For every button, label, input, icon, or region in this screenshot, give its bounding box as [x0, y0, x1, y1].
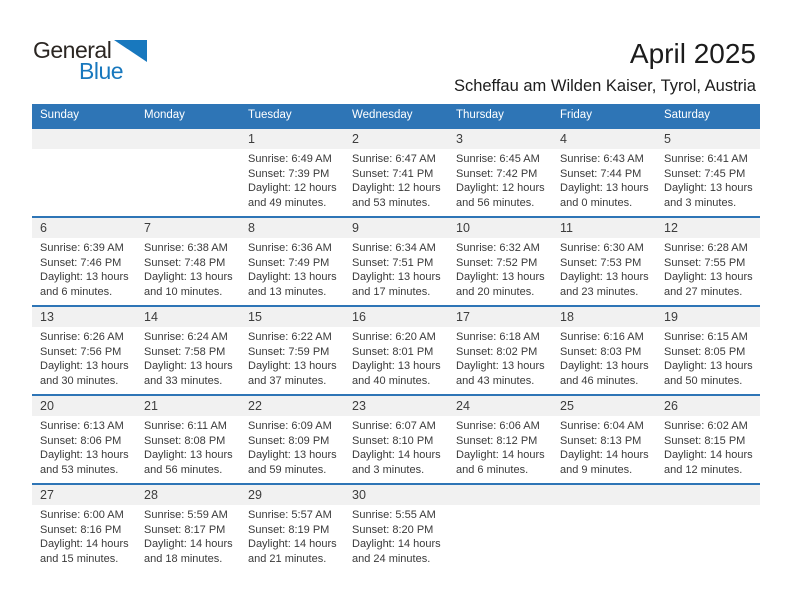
- sunrise-text: Sunrise: 6:36 AM: [248, 242, 332, 254]
- day-details-cell: [448, 238, 552, 299]
- day-details-cell: [32, 416, 136, 477]
- daylight-text: Daylight: 12 hours and 53 minutes.: [352, 182, 441, 209]
- day-details-cell: [552, 416, 656, 477]
- sunset-text: Sunset: 7:44 PM: [560, 167, 642, 180]
- logo-text-general: General: [33, 37, 112, 63]
- daylight-text: Daylight: 13 hours and 56 minutes.: [144, 449, 233, 476]
- sunrise-text: Sunrise: 6:45 AM: [456, 153, 540, 165]
- sunset-text: Sunset: 7:45 PM: [664, 167, 746, 180]
- weekday-header-thursday: Thursday: [456, 109, 504, 121]
- sunrise-text: Sunrise: 6:49 AM: [248, 153, 332, 165]
- sunset-text: Sunset: 7:51 PM: [352, 256, 434, 269]
- day-details-cell: [448, 505, 552, 566]
- daylight-text: Daylight: 13 hours and 0 minutes.: [560, 182, 649, 209]
- sunrise-text: Sunrise: 6:00 AM: [40, 509, 124, 521]
- sunset-text: Sunset: 8:06 PM: [40, 434, 122, 447]
- day-number-cell: 18: [560, 310, 574, 324]
- sunset-text: Sunset: 8:02 PM: [456, 345, 538, 358]
- day-number-cell: 2: [352, 132, 359, 146]
- day-details-cell: [552, 238, 656, 299]
- sunrise-text: Sunrise: 6:47 AM: [352, 153, 436, 165]
- day-details-band: [32, 327, 760, 388]
- sunset-text: Sunset: 8:20 PM: [352, 523, 434, 536]
- sunrise-text: Sunrise: 6:26 AM: [40, 331, 124, 343]
- day-details-cell: [136, 149, 240, 210]
- sunrise-text: Sunrise: 6:20 AM: [352, 331, 436, 343]
- daylight-text: Daylight: 13 hours and 23 minutes.: [560, 271, 649, 298]
- sunset-text: Sunset: 8:10 PM: [352, 434, 434, 447]
- day-number-cell: [656, 485, 760, 505]
- day-details-cell: [344, 327, 448, 388]
- sunset-text: Sunset: 7:46 PM: [40, 256, 122, 269]
- day-number-cell: 14: [144, 310, 158, 324]
- sunrise-text: Sunrise: 6:24 AM: [144, 331, 228, 343]
- sunrise-text: Sunrise: 6:32 AM: [456, 242, 540, 254]
- day-number-cell: [552, 485, 656, 505]
- day-details-cell: [656, 416, 760, 477]
- day-details-cell: [32, 327, 136, 388]
- day-number-cell: 7: [144, 221, 151, 235]
- day-number-cell: 15: [248, 310, 262, 324]
- day-details-cell: [240, 238, 344, 299]
- sunrise-text: Sunrise: 6:13 AM: [40, 420, 124, 432]
- sunrise-text: Sunrise: 6:02 AM: [664, 420, 748, 432]
- day-details-cell: [448, 149, 552, 210]
- day-number-cell: 30: [352, 488, 366, 502]
- day-number-cell: 28: [144, 488, 158, 502]
- logo-text-blue: Blue: [79, 58, 124, 84]
- day-details-cell: [32, 149, 136, 210]
- day-details-cell: [656, 238, 760, 299]
- page-title: April 2025: [629, 38, 756, 69]
- daylight-text: Daylight: 13 hours and 20 minutes.: [456, 271, 545, 298]
- day-details-cell: [656, 327, 760, 388]
- calendar-weeks: [32, 127, 760, 572]
- sunset-text: Sunset: 7:58 PM: [144, 345, 226, 358]
- sunrise-text: Sunrise: 6:34 AM: [352, 242, 436, 254]
- day-number-cell: 13: [40, 310, 54, 324]
- sunset-text: Sunset: 8:16 PM: [40, 523, 122, 536]
- day-details-cell: [552, 505, 656, 566]
- day-number-cell: 9: [352, 221, 359, 235]
- sunset-text: Sunset: 7:42 PM: [456, 167, 538, 180]
- day-details-cell: [344, 505, 448, 566]
- sunset-text: Sunset: 7:56 PM: [40, 345, 122, 358]
- sunrise-text: Sunrise: 5:59 AM: [144, 509, 228, 521]
- sunset-text: Sunset: 8:09 PM: [248, 434, 330, 447]
- daylight-text: Daylight: 14 hours and 18 minutes.: [144, 538, 233, 565]
- daylight-text: Daylight: 14 hours and 6 minutes.: [456, 449, 545, 476]
- sunset-text: Sunset: 7:59 PM: [248, 345, 330, 358]
- weekday-header-saturday: Saturday: [664, 109, 711, 121]
- day-details-cell: [448, 416, 552, 477]
- day-details-cell: [136, 238, 240, 299]
- daylight-text: Daylight: 13 hours and 33 minutes.: [144, 360, 233, 387]
- day-number-cell: [136, 129, 240, 149]
- sunset-text: Sunset: 8:08 PM: [144, 434, 226, 447]
- day-details-cell: [552, 149, 656, 210]
- day-details-cell: [240, 505, 344, 566]
- day-details-band: [32, 416, 760, 477]
- daylight-text: Daylight: 13 hours and 3 minutes.: [664, 182, 753, 209]
- day-number-cell: 17: [456, 310, 470, 324]
- sunset-text: Sunset: 8:15 PM: [664, 434, 746, 447]
- sunset-text: Sunset: 7:41 PM: [352, 167, 434, 180]
- day-number-cell: [448, 485, 552, 505]
- sunrise-text: Sunrise: 6:04 AM: [560, 420, 644, 432]
- daylight-text: Daylight: 13 hours and 50 minutes.: [664, 360, 753, 387]
- day-number-band: [32, 218, 760, 238]
- sunrise-text: Sunrise: 6:11 AM: [144, 420, 227, 432]
- day-number-cell: 8: [248, 221, 255, 235]
- sunset-text: Sunset: 7:48 PM: [144, 256, 226, 269]
- day-number-band: [32, 307, 760, 327]
- day-details-band: [32, 505, 760, 566]
- daylight-text: Daylight: 13 hours and 17 minutes.: [352, 271, 441, 298]
- daylight-text: Daylight: 13 hours and 59 minutes.: [248, 449, 337, 476]
- calendar-week-row: [32, 394, 760, 483]
- day-number-cell: 27: [40, 488, 54, 502]
- day-details-cell: [448, 327, 552, 388]
- sunset-text: Sunset: 7:55 PM: [664, 256, 746, 269]
- day-details-band: [32, 149, 760, 210]
- day-details-cell: [552, 327, 656, 388]
- day-number-cell: 6: [40, 221, 47, 235]
- sunset-text: Sunset: 8:12 PM: [456, 434, 538, 447]
- calendar-grid: [32, 104, 760, 572]
- day-details-cell: [240, 327, 344, 388]
- daylight-text: Daylight: 14 hours and 15 minutes.: [40, 538, 129, 565]
- sunrise-text: Sunrise: 6:06 AM: [456, 420, 540, 432]
- day-number-cell: 12: [664, 221, 678, 235]
- daylight-text: Daylight: 14 hours and 24 minutes.: [352, 538, 441, 565]
- sunrise-text: Sunrise: 6:07 AM: [352, 420, 436, 432]
- day-details-cell: [344, 238, 448, 299]
- sunrise-text: Sunrise: 5:55 AM: [352, 509, 436, 521]
- calendar-week-row: [32, 483, 760, 572]
- sunrise-text: Sunrise: 6:38 AM: [144, 242, 228, 254]
- weekday-header-row: [32, 104, 760, 127]
- sunrise-text: Sunrise: 6:41 AM: [664, 153, 748, 165]
- daylight-text: Daylight: 12 hours and 56 minutes.: [456, 182, 545, 209]
- page-subtitle: Scheffau am Wilden Kaiser, Tyrol, Austria: [453, 77, 756, 95]
- sunrise-text: Sunrise: 6:28 AM: [664, 242, 748, 254]
- sunrise-text: Sunrise: 6:43 AM: [560, 153, 644, 165]
- sunset-text: Sunset: 8:01 PM: [352, 345, 434, 358]
- calendar-week-row: [32, 127, 760, 216]
- day-number-cell: 25: [560, 399, 574, 413]
- day-details-cell: [136, 416, 240, 477]
- general-blue-logo: [33, 37, 183, 89]
- day-number-band: [32, 485, 760, 505]
- day-details-cell: [240, 416, 344, 477]
- sunset-text: Sunset: 8:17 PM: [144, 523, 226, 536]
- sunset-text: Sunset: 8:03 PM: [560, 345, 642, 358]
- day-details-cell: [136, 327, 240, 388]
- day-number-cell: 3: [456, 132, 463, 146]
- day-number-cell: 10: [456, 221, 470, 235]
- sunrise-text: Sunrise: 6:09 AM: [248, 420, 332, 432]
- sunrise-text: Sunrise: 6:39 AM: [40, 242, 124, 254]
- day-number-cell: 4: [560, 132, 567, 146]
- sunrise-text: Sunrise: 5:57 AM: [248, 509, 332, 521]
- daylight-text: Daylight: 13 hours and 27 minutes.: [664, 271, 753, 298]
- day-details-cell: [136, 505, 240, 566]
- day-number-cell: 1: [248, 132, 255, 146]
- sunrise-text: Sunrise: 6:15 AM: [664, 331, 748, 343]
- sunset-text: Sunset: 8:19 PM: [248, 523, 330, 536]
- daylight-text: Daylight: 13 hours and 37 minutes.: [248, 360, 337, 387]
- day-number-cell: 16: [352, 310, 366, 324]
- day-number-band: [32, 396, 760, 416]
- day-details-cell: [240, 149, 344, 210]
- daylight-text: Daylight: 13 hours and 43 minutes.: [456, 360, 545, 387]
- sunset-text: Sunset: 7:39 PM: [248, 167, 330, 180]
- day-details-cell: [656, 149, 760, 210]
- sunset-text: Sunset: 8:05 PM: [664, 345, 746, 358]
- day-number-cell: 5: [664, 132, 671, 146]
- day-number-band: [32, 129, 760, 149]
- daylight-text: Daylight: 13 hours and 13 minutes.: [248, 271, 337, 298]
- calendar-week-row: [32, 216, 760, 305]
- daylight-text: Daylight: 14 hours and 3 minutes.: [352, 449, 441, 476]
- day-number-cell: 20: [40, 399, 54, 413]
- sunrise-text: Sunrise: 6:30 AM: [560, 242, 644, 254]
- weekday-header-sunday: Sunday: [40, 109, 80, 121]
- sunset-text: Sunset: 7:52 PM: [456, 256, 538, 269]
- day-number-cell: [32, 129, 136, 149]
- day-number-cell: 22: [248, 399, 262, 413]
- day-number-cell: 23: [352, 399, 366, 413]
- day-details-cell: [656, 505, 760, 566]
- sunset-text: Sunset: 7:53 PM: [560, 256, 642, 269]
- day-number-cell: 24: [456, 399, 470, 413]
- day-number-cell: 11: [560, 221, 573, 235]
- weekday-header-wednesday: Wednesday: [352, 109, 413, 121]
- daylight-text: Daylight: 13 hours and 10 minutes.: [144, 271, 233, 298]
- daylight-text: Daylight: 14 hours and 21 minutes.: [248, 538, 337, 565]
- day-details-cell: [32, 238, 136, 299]
- weekday-header-tuesday: Tuesday: [248, 109, 292, 121]
- weekday-header-friday: Friday: [560, 109, 592, 121]
- day-details-band: [32, 238, 760, 299]
- calendar-week-row: [32, 305, 760, 394]
- day-details-cell: [344, 149, 448, 210]
- sunrise-text: Sunrise: 6:18 AM: [456, 331, 540, 343]
- daylight-text: Daylight: 12 hours and 49 minutes.: [248, 182, 337, 209]
- day-details-cell: [32, 505, 136, 566]
- day-number-cell: 29: [248, 488, 262, 502]
- daylight-text: Daylight: 14 hours and 12 minutes.: [664, 449, 753, 476]
- daylight-text: Daylight: 13 hours and 53 minutes.: [40, 449, 129, 476]
- daylight-text: Daylight: 13 hours and 30 minutes.: [40, 360, 129, 387]
- daylight-text: Daylight: 13 hours and 40 minutes.: [352, 360, 441, 387]
- day-details-cell: [344, 416, 448, 477]
- sunset-text: Sunset: 8:13 PM: [560, 434, 642, 447]
- sunset-text: Sunset: 7:49 PM: [248, 256, 330, 269]
- day-number-cell: 21: [144, 399, 158, 413]
- day-number-cell: 19: [664, 310, 678, 324]
- sunrise-text: Sunrise: 6:16 AM: [560, 331, 644, 343]
- daylight-text: Daylight: 13 hours and 46 minutes.: [560, 360, 649, 387]
- weekday-header-monday: Monday: [144, 109, 185, 121]
- daylight-text: Daylight: 13 hours and 6 minutes.: [40, 271, 129, 298]
- sunrise-text: Sunrise: 6:22 AM: [248, 331, 332, 343]
- daylight-text: Daylight: 14 hours and 9 minutes.: [560, 449, 649, 476]
- day-number-cell: 26: [664, 399, 678, 413]
